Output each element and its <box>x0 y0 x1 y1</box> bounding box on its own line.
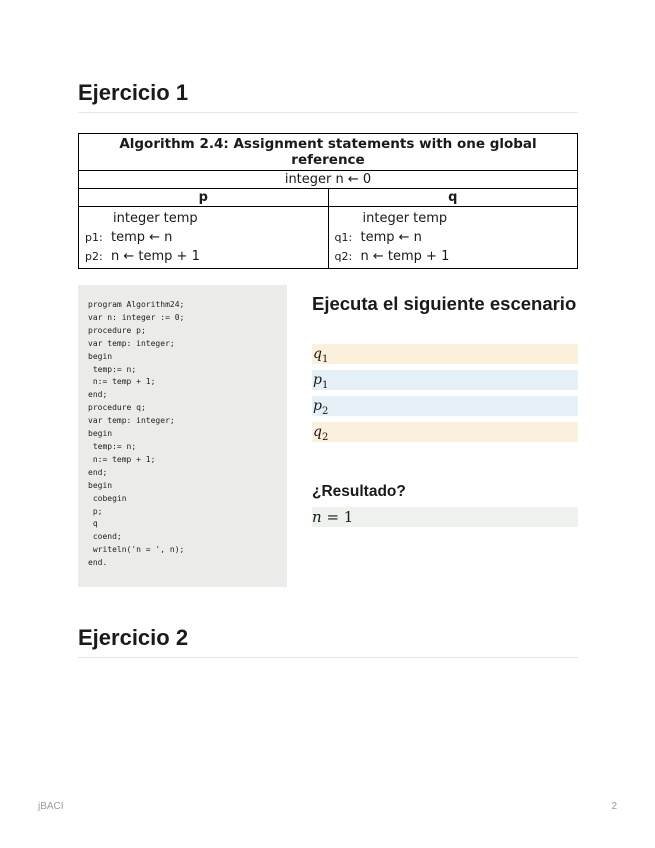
p-line-1 <box>85 228 322 247</box>
footer-app-name: jBACI <box>38 801 64 812</box>
scenario-step-1-var: q <box>313 346 322 362</box>
scenario-step-3-var: p <box>313 398 322 414</box>
q-line-2 <box>335 247 572 266</box>
section-title-ejercicio-1: Ejercicio 1 <box>78 80 578 113</box>
result-value <box>312 507 578 527</box>
process-p-body <box>79 207 329 269</box>
process-q-body <box>328 207 578 269</box>
scenario-step-4 <box>312 422 578 442</box>
p-declaration: integer temp <box>113 211 198 226</box>
scenario-step-4-var: q <box>313 424 322 440</box>
scenario-step-3-sub: 2 <box>321 405 329 417</box>
q-line-1-statement: temp ← n <box>360 230 422 245</box>
algorithm-table <box>78 133 578 269</box>
result-variable: n <box>312 508 322 526</box>
p-line-1-statement: temp ← n <box>111 230 173 245</box>
q-line-1-label: q1: <box>334 231 353 244</box>
scenario-title: Ejecuta el siguiente escenario <box>312 293 577 314</box>
q-line-1 <box>335 228 572 247</box>
column-header-q: q <box>328 189 578 207</box>
scenario-step-2-var: p <box>313 372 322 388</box>
p-line-2-label: p2: <box>85 250 103 263</box>
p-line-2-statement: n ← temp + 1 <box>111 249 200 264</box>
footer-page-number: 2 <box>611 801 617 812</box>
scenario-step-2 <box>312 370 578 390</box>
scenario-step-1-sub: 1 <box>321 353 329 365</box>
scenario-step-3 <box>312 396 578 416</box>
q-declaration: integer temp <box>362 211 448 226</box>
result-title: ¿Resultado? <box>312 483 406 500</box>
section-title-ejercicio-2: Ejercicio 2 <box>78 625 578 658</box>
algorithm-title: Algorithm 2.4: Assignment statements with one global reference <box>79 134 578 171</box>
code-block: program Algorithm24; var n: integer := 0; procedure p; var temp: integer; begin temp:= n; n:= temp + 1; end; procedure q; var temp: integer; begin temp:= n; n:= temp + 1; end; begin cobegin p; q coend; writeln('n = ', n); end. <box>78 285 287 587</box>
p-line-1-label: p1: <box>85 231 103 244</box>
result-number: = 1 <box>326 508 354 526</box>
column-header-p: p <box>79 189 329 207</box>
q-line-2-statement: n ← temp + 1 <box>360 249 450 264</box>
scenario-step-1 <box>312 344 578 364</box>
q-line-2-label: q2: <box>334 250 353 263</box>
p-line-2 <box>85 247 322 266</box>
global-declaration: integer n ← 0 <box>79 171 578 189</box>
scenario-step-4-sub: 2 <box>321 431 329 443</box>
scenario-step-2-sub: 1 <box>321 379 329 391</box>
